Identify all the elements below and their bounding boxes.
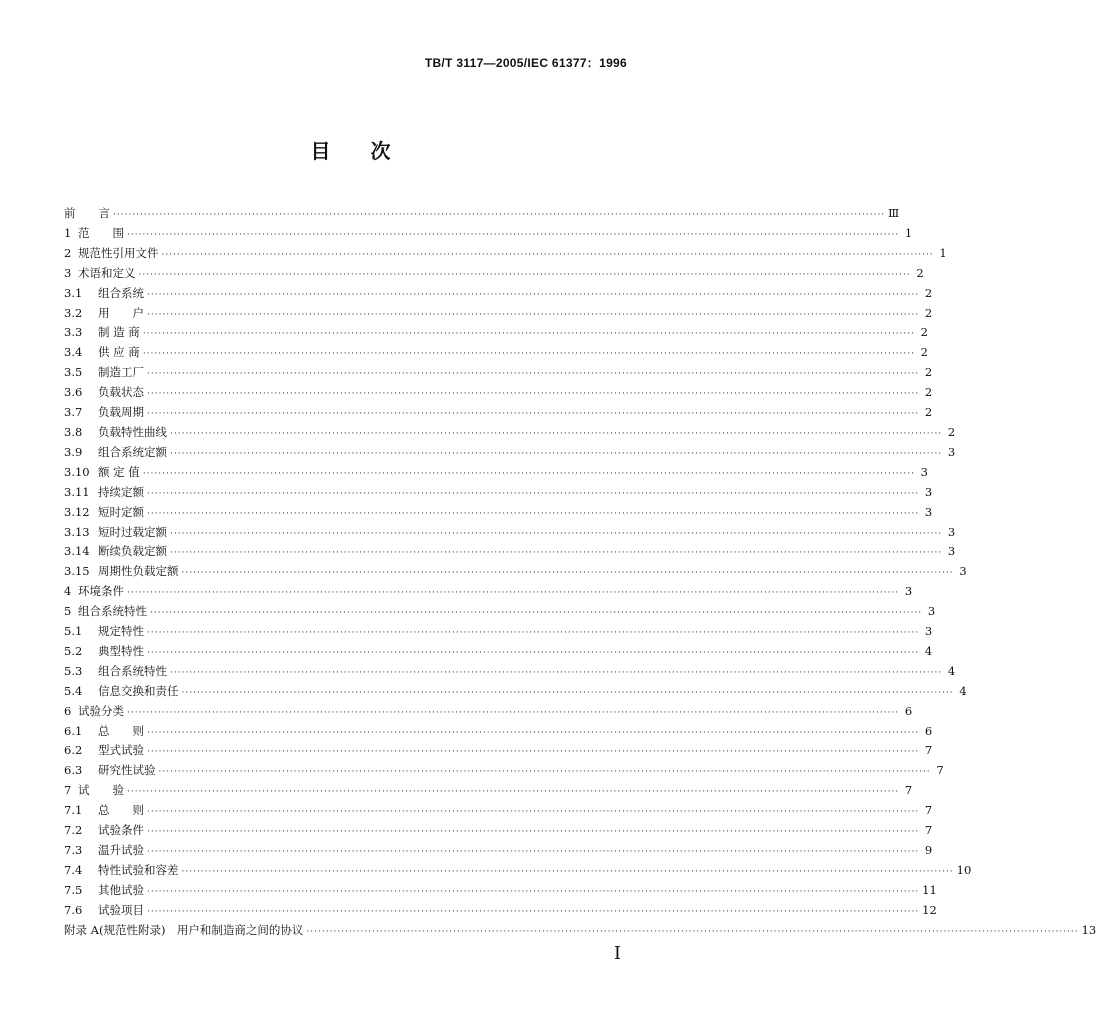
toc-leader-dots: ········································································································································································································	[158, 767, 931, 778]
toc-leader-dots: ········································································································································································································	[150, 608, 923, 619]
toc-leader-dots: ········································································································································································································	[147, 886, 920, 897]
toc-entry-number: 6	[64, 703, 72, 718]
toc-leader-dots: ········································································································································································································	[147, 369, 920, 380]
toc-entry-page: 2	[920, 345, 928, 360]
toc-leader-dots: ········································································································································································································	[138, 269, 911, 280]
toc-entry[interactable]	[64, 802, 933, 822]
toc-entry-label: 信息交换和责任	[98, 683, 179, 698]
toc-entry-label: 制 造 商	[98, 325, 140, 340]
toc-entry-label: 环境条件	[78, 584, 124, 599]
toc-leader-dots: ········································································································································································································	[147, 488, 920, 499]
toc-entry-page: 3	[924, 504, 933, 519]
toc-entry-page: 2	[924, 365, 933, 380]
toc-entry-page: 2	[924, 385, 933, 400]
toc-leader-dots: ········································································································································································································	[127, 588, 900, 599]
page-title: 目次	[310, 139, 431, 163]
toc-entry-label: 试 验	[78, 783, 124, 798]
toc-entry[interactable]	[64, 265, 924, 285]
toc-leader-dots: ········································································································································································································	[127, 229, 900, 240]
toc-entry-page: 7	[924, 743, 933, 758]
toc-leader-dots: ········································································································································································································	[142, 349, 915, 360]
toc-entry-page: 1	[939, 245, 947, 260]
toc-entry-number: 1	[64, 225, 72, 240]
toc-entry-number: 7	[64, 783, 72, 798]
toc-entry[interactable]	[64, 663, 956, 683]
toc-entry-page: 3	[947, 444, 956, 459]
toc-entry[interactable]	[64, 583, 913, 603]
toc-leader-dots: ········································································································································································································	[181, 687, 954, 698]
toc-entry-number: 3	[64, 265, 72, 280]
toc-entry-page: 9	[924, 843, 933, 857]
toc-entry-number: 5.4	[64, 683, 83, 698]
toc-entry-number: 5.3	[64, 663, 83, 678]
toc-entry-number: 6.2	[64, 743, 83, 758]
toc-entry[interactable]	[64, 842, 933, 862]
toc-entry-number: 3.11	[64, 484, 90, 499]
toc-entry-label: 研究性试验	[98, 763, 156, 778]
toc-entry-label: 额 定 值	[98, 464, 140, 479]
toc-entry-number: 2	[64, 245, 72, 260]
toc-entry-page: 12	[922, 902, 937, 917]
standard-code-header: TB/T 3117—2005/IEC 61377：1996	[424, 56, 627, 70]
toc-entry-number: 3.1	[64, 285, 83, 300]
toc-entry-number: 7.1	[64, 803, 83, 818]
toc-entry-page: 3	[927, 604, 936, 619]
toc-entry-number: 5.1	[64, 624, 83, 639]
toc-entry[interactable]	[64, 603, 936, 623]
toc-leader-dots: ········································································································································································································	[147, 906, 920, 917]
toc-entry[interactable]	[64, 623, 933, 643]
toc-entry[interactable]	[64, 504, 933, 524]
toc-entry-label: 前 言	[64, 206, 110, 220]
toc-entry-label: 负载特性曲线	[98, 424, 167, 439]
toc-entry-number: 7.4	[64, 862, 83, 877]
toc-entry-number: 5.2	[64, 643, 83, 658]
toc-entry[interactable]	[64, 683, 967, 703]
toc-entry-page: 2	[920, 325, 928, 340]
toc-entry[interactable]	[64, 563, 967, 583]
toc-entry-label: 特性试验和容差	[98, 862, 179, 877]
toc-entry-label: 持续定额	[98, 484, 144, 499]
toc-leader-dots: ········································································································································································································	[147, 747, 920, 758]
toc-entry-page: 7	[904, 783, 913, 798]
toc-leader-dots: ········································································································································································································	[147, 289, 920, 300]
toc-entry-page: 7	[936, 763, 944, 778]
toc-entry[interactable]	[64, 742, 933, 762]
toc-entry-label: 短时过载定额	[98, 524, 167, 539]
toc-entry[interactable]	[64, 822, 933, 842]
toc-entry[interactable]	[64, 305, 933, 325]
toc-leader-dots: ········································································································································································································	[127, 707, 900, 718]
toc-entry[interactable]	[64, 902, 937, 922]
toc-entry[interactable]	[64, 703, 913, 723]
toc-leader-dots: ········································································································································································································	[147, 628, 920, 639]
toc-entry-label: 组合系统特性	[78, 604, 147, 619]
toc-entry-page: 3	[920, 464, 928, 479]
toc-leader-dots: ········································································································································································································	[170, 428, 943, 439]
toc-entry-page: 4	[947, 663, 956, 678]
toc-entry-number: 3.5	[64, 365, 83, 380]
toc-entry-label: 试验项目	[98, 902, 144, 917]
toc-entry-page: 2	[924, 405, 933, 420]
toc-entry-label: 用 户	[98, 305, 144, 320]
toc-entry-page: 2	[924, 305, 933, 320]
toc-entry-label: 周期性负载定额	[98, 564, 179, 579]
toc-entry[interactable]	[64, 205, 900, 225]
toc-entry[interactable]	[64, 404, 933, 424]
toc-entry-label: 总 则	[98, 803, 144, 818]
toc-entry-label: 规定特性	[98, 624, 144, 639]
toc-entry-page: 2	[916, 265, 924, 280]
toc-leader-dots: ········································································································································································································	[170, 548, 943, 559]
toc-entry-label: 组合系统	[98, 285, 144, 300]
toc-entry-label: 负载周期	[98, 405, 144, 420]
toc-leader-dots: ········································································································································································································	[181, 866, 954, 877]
toc-entry-page: 4	[959, 683, 967, 698]
toc-entry-page: 10	[956, 862, 972, 877]
toc-leader-dots: ········································································································································································································	[147, 827, 920, 838]
toc-entry-page: Ⅲ	[888, 206, 900, 220]
toc-entry-number: 3.7	[64, 405, 83, 420]
toc-entry-number: 3.6	[64, 385, 83, 400]
toc-entry[interactable]	[64, 324, 928, 344]
toc-entry[interactable]	[64, 384, 933, 404]
toc-leader-dots: ········································································································································································································	[170, 528, 943, 539]
toc-entry-page: 1	[904, 225, 913, 240]
page-number: Ⅰ	[613, 943, 621, 964]
toc-leader-dots: ········································································································································································································	[142, 329, 915, 340]
table-of-contents	[64, 205, 1096, 942]
toc-entry-label: 断续负载定额	[98, 544, 167, 559]
toc-leader-dots: ········································································································································································································	[170, 448, 943, 459]
toc-entry-page: 7	[924, 823, 933, 838]
toc-leader-dots: ········································································································································································································	[127, 787, 900, 798]
toc-entry-page: 6	[924, 723, 933, 738]
toc-entry[interactable]	[64, 364, 933, 384]
toc-entry[interactable]	[64, 424, 956, 444]
toc-entry[interactable]	[64, 464, 928, 484]
toc-entry-number: 6.3	[64, 763, 83, 778]
toc-entry[interactable]	[64, 285, 933, 305]
toc-leader-dots: ········································································································································································································	[147, 847, 920, 857]
toc-leader-dots: ········································································································································································································	[147, 807, 920, 818]
toc-entry-label: 组合系统定额	[98, 444, 167, 459]
toc-leader-dots: ········································································································································································································	[147, 508, 920, 519]
toc-entry-number: 7.6	[64, 902, 83, 917]
toc-entry-page: 7	[924, 803, 933, 818]
toc-entry-label: 规范性引用文件	[78, 245, 159, 260]
toc-entry-label: 范 围	[78, 225, 124, 240]
toc-entry-number: 3.14	[64, 544, 90, 559]
toc-entry-label: 试验分类	[78, 703, 124, 718]
toc-entry-number: 3.8	[64, 424, 83, 439]
toc-entry-number: 3.12	[64, 504, 90, 519]
toc-entry-number: 3.10	[64, 464, 90, 479]
toc-entry-number: 3.9	[64, 444, 83, 459]
toc-entry-label: 型式试验	[98, 743, 144, 758]
toc-entry-number: 3.2	[64, 305, 83, 320]
toc-entry[interactable]	[64, 543, 956, 563]
toc-entry-number: 6.1	[64, 723, 83, 738]
toc-entry[interactable]	[64, 245, 947, 265]
toc-entry-label: 试验条件	[98, 823, 144, 838]
toc-leader-dots: ········································································································································································································	[147, 309, 920, 320]
toc-entry[interactable]	[64, 225, 913, 245]
toc-leader-dots: ········································································································································································································	[142, 468, 915, 479]
toc-entry-number: 3.13	[64, 524, 90, 539]
toc-entry-number: 5	[64, 604, 72, 619]
toc-entry[interactable]	[64, 762, 944, 782]
toc-leader-dots: ········································································································································································································	[147, 409, 920, 420]
toc-entry-label: 典型特性	[98, 643, 144, 658]
toc-entry-label: 其他试验	[98, 882, 144, 897]
toc-entry-label: 术语和定义	[78, 265, 136, 280]
toc-entry-page: 3	[924, 484, 933, 499]
toc-entry-label: 短时定额	[98, 504, 144, 519]
toc-leader-dots: ········································································································································································································	[147, 647, 920, 658]
toc-entry-page: 2	[947, 424, 956, 439]
toc-entry-page: 4	[924, 643, 933, 658]
toc-entry-page: 11	[922, 882, 937, 897]
toc-entry-page: 3	[947, 524, 956, 539]
toc-entry-number: 4	[64, 584, 72, 599]
toc-entry[interactable]	[64, 882, 937, 902]
toc-entry-label: 制造工厂	[98, 365, 144, 380]
toc-entry-label: 供 应 商	[98, 345, 140, 360]
toc-entry[interactable]	[64, 344, 928, 364]
toc-entry-page: 3	[959, 564, 967, 579]
toc-entry[interactable]	[64, 484, 933, 504]
toc-leader-dots: ········································································································································································································	[181, 568, 954, 579]
toc-leader-dots: ········································································································································································································	[170, 667, 943, 678]
toc-entry-page: 2	[924, 285, 933, 300]
toc-entry[interactable]	[64, 782, 913, 802]
toc-entry-label: 组合系统特性	[98, 663, 167, 678]
toc-entry[interactable]	[64, 524, 956, 544]
toc-entry-number: 7.2	[64, 823, 83, 838]
toc-leader-dots: ········································································································································································································	[161, 249, 934, 260]
toc-entry-label: 附录 A(规范性附录) 用户和制造商之间的协议	[64, 922, 304, 937]
toc-leader-dots: ········································································································································································································	[147, 389, 920, 400]
toc-entry-number: 3.15	[64, 564, 90, 579]
toc-entry-page: 13	[1081, 922, 1096, 937]
toc-entry[interactable]	[64, 444, 956, 464]
toc-entry[interactable]	[64, 862, 972, 882]
toc-entry-number: 7.3	[64, 843, 83, 857]
toc-entry-page: 6	[904, 703, 913, 718]
toc-entry[interactable]	[64, 643, 933, 663]
toc-entry[interactable]	[64, 723, 933, 743]
toc-leader-dots: ········································································································································································································	[147, 727, 920, 738]
toc-leader-dots: ········································································································································································································	[306, 926, 1079, 937]
toc-entry-page: 3	[924, 624, 933, 639]
toc-entry-number: 3.4	[64, 345, 83, 360]
toc-entry-page: 3	[947, 544, 956, 559]
toc-entry-number: 7.5	[64, 882, 83, 897]
toc-entry-label: 负载状态	[98, 385, 144, 400]
toc-entry-number: 3.3	[64, 325, 83, 340]
toc-leader-dots: ········································································································································································································	[113, 210, 886, 220]
toc-entry-page: 3	[904, 584, 913, 599]
toc-entry-label: 温升试验	[98, 843, 144, 857]
toc-entry-label: 总 则	[98, 723, 144, 738]
toc-entry[interactable]	[64, 922, 1096, 942]
